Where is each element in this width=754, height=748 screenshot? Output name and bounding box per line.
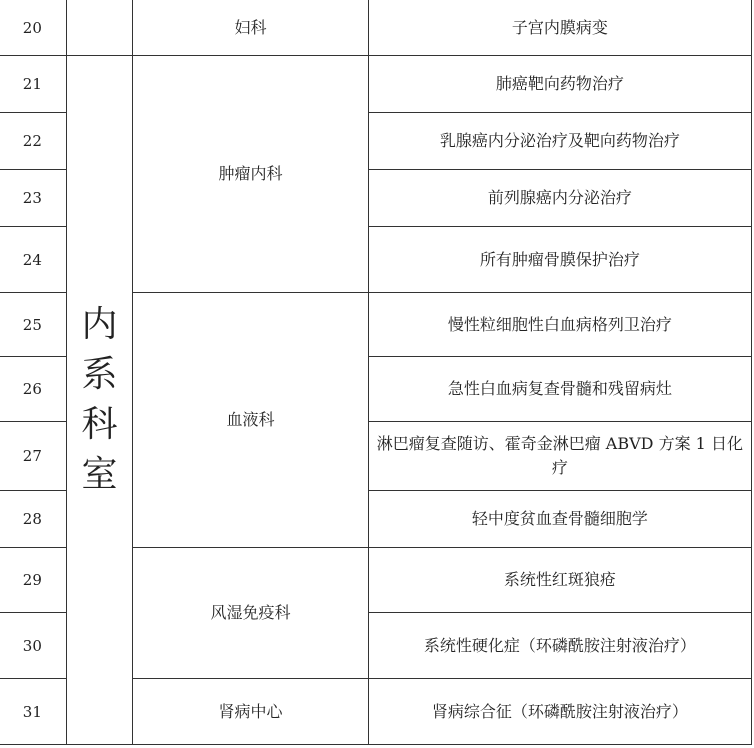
table-row — [0, 56, 752, 113]
row-number: 26 — [0, 357, 66, 422]
item-cell: 子宫内膜病变 — [368, 0, 751, 56]
group-cell — [66, 56, 133, 745]
item-cell: 急性白血病复查骨髓和残留病灶 — [368, 357, 751, 422]
row-number: 20 — [0, 0, 66, 56]
item-cell: 前列腺癌内分泌治疗 — [368, 170, 751, 227]
row-number: 21 — [0, 56, 66, 113]
item-cell: 系统性红斑狼疮 — [368, 548, 751, 613]
group-label-char: 科 — [81, 404, 118, 445]
item-cell: 淋巴瘤复查随访、霍奇金淋巴瘤 ABVD 方案 1 日化疗 — [368, 422, 751, 491]
item-cell: 乳腺癌内分泌治疗及靶向药物治疗 — [368, 113, 751, 170]
row-number: 29 — [0, 548, 66, 613]
dept-cell: 风湿免疫科 — [133, 548, 368, 679]
row-number: 31 — [0, 679, 66, 745]
dept-cell: 肾病中心 — [133, 679, 368, 745]
item-cell: 肾病综合征（环磷酰胺注射液治疗） — [368, 679, 751, 745]
group-label-char: 系 — [81, 354, 118, 395]
group-label-char: 室 — [81, 454, 118, 495]
row-number: 23 — [0, 170, 66, 227]
group-label-char: 内 — [81, 304, 118, 345]
row-number: 25 — [0, 293, 66, 357]
dept-cell: 血液科 — [133, 293, 368, 548]
item-cell: 系统性硬化症（环磷酰胺注射液治疗） — [368, 613, 751, 679]
item-cell: 所有肿瘤骨膜保护治疗 — [368, 227, 751, 293]
item-cell: 肺癌靶向药物治疗 — [368, 56, 751, 113]
dept-cell: 妇科 — [133, 0, 368, 56]
row-number: 30 — [0, 613, 66, 679]
item-cell: 轻中度贫血查骨髓细胞学 — [368, 491, 751, 548]
row-number: 22 — [0, 113, 66, 170]
table-row — [0, 0, 752, 56]
row-number: 24 — [0, 227, 66, 293]
row-number: 28 — [0, 491, 66, 548]
dept-cell: 肿瘤内科 — [133, 56, 368, 293]
row-number: 27 — [0, 422, 66, 491]
group-cell-empty — [66, 0, 133, 56]
item-cell: 慢性粒细胞性白血病格列卫治疗 — [368, 293, 751, 357]
